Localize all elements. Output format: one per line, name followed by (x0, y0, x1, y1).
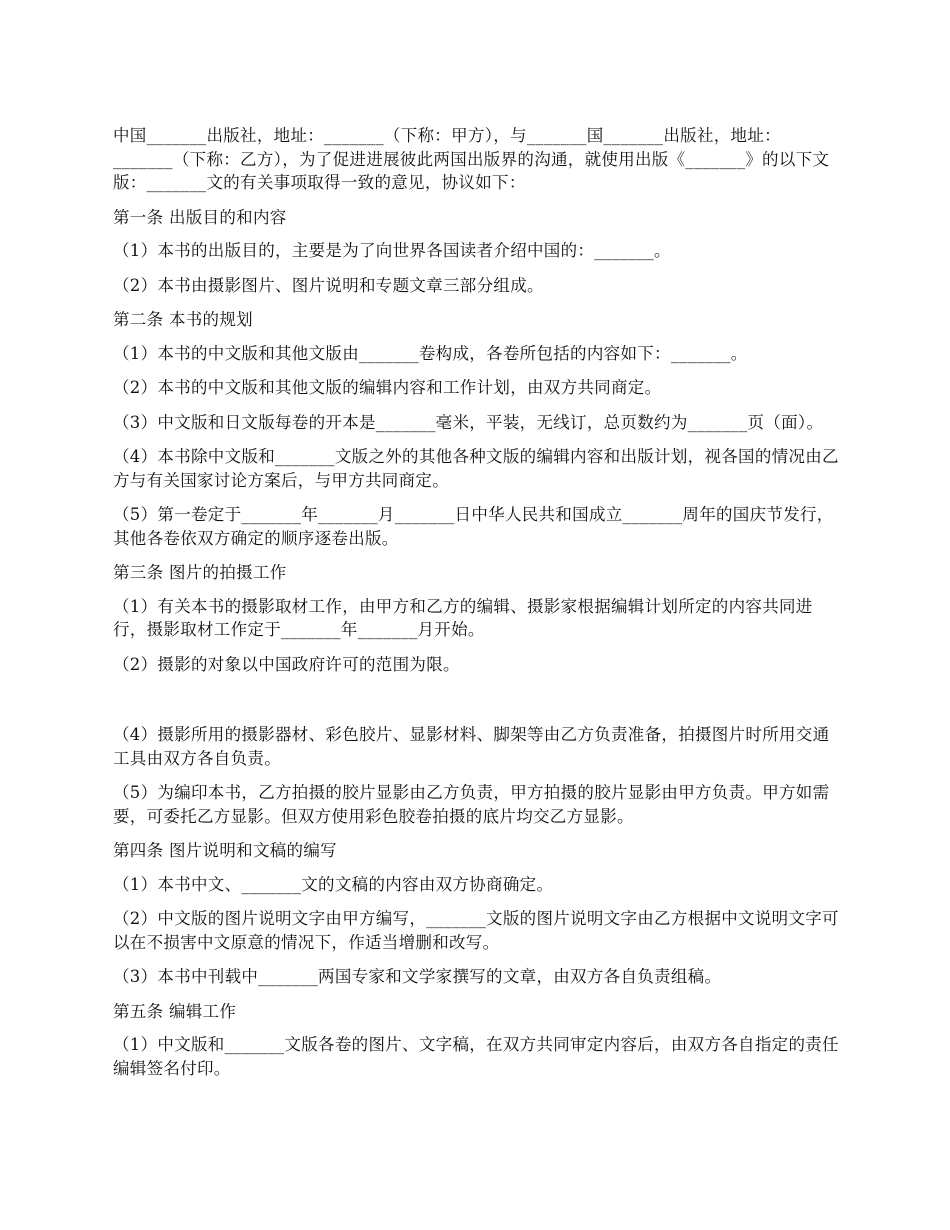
article-2-item-2: （2）本书的中文版和其他文版的编辑内容和工作计划，由双方共同商定。 (113, 378, 662, 397)
article-2-heading: 第二条 本书的规划 (113, 310, 253, 329)
article-4-heading: 第四条 图片说明和文稿的编写 (113, 841, 337, 860)
article-4-item-2: （2）中文版的图片说明文字由甲方编写，_______文版的图片说明文字由乙方根据中文说明文字可以在不损害中文原意的情况下，作适当增删和改写。 (113, 909, 839, 952)
article-2-item-5: （5）第一卷定于_______年_______月_______日中华人民共和国成立_______周年的国庆节发行，其他各卷依双方确定的顺序逐卷出版。 (113, 505, 834, 548)
article-3-item-4: （4）摄影所用的摄影器材、彩色胶片、显影材料、脚架等由乙方负责准备，拍摄图片时所用交通工具由双方各自负责。 (113, 725, 830, 768)
blank-gap (113, 687, 840, 723)
article-2-item-4: （4）本书除中文版和_______文版之外的其他各种文版的编辑内容和出版计划，视各国的情况由乙方与有关国家讨论方案后，与甲方共同商定。 (113, 447, 839, 490)
article-5-heading: 第五条 编辑工作 (113, 1001, 237, 1021)
article-4-item-1: （1）本书中文、_______文的文稿的内容由双方协商确定。 (113, 874, 554, 894)
article-5-item-1: （1）中文版和_______文版各卷的图片、文字稿，在双方共同审定内容后，由双方各自指定的责任编辑签名付印。 (113, 1035, 839, 1078)
article-2-item-1: （1）本书的中文版和其他文版由_______卷构成，各卷所包括的内容如下：_______。 (113, 343, 748, 363)
article-1-item-1: （1）本书的出版目的，主要是为了向世界各国读者介绍中国的：_______。 (113, 241, 671, 260)
article-4-item-3: （3）本书中刊载中_______两国专家和文学家撰写的文章，由双方各自负责组稿。 (113, 967, 722, 986)
article-3-item-1: （1）有关本书的摄影取材工作，由甲方和乙方的编辑、摄影家根据编辑计划所定的内容共同进行，摄影取材工作定于_______年_______月开始。 (113, 596, 813, 639)
article-3-heading: 第三条 图片的拍摄工作 (113, 563, 287, 582)
article-1-item-2: （2）本书由摄影图片、图片说明和专题文章三部分组成。 (113, 275, 544, 295)
article-3-item-5: （5）为编印本书，乙方拍摄的胶片显影由乙方负责，甲方拍摄的胶片显影由甲方负责。甲方如需要，可委托乙方显影。但双方使用彩色胶卷拍摄的底片均交乙方显影。 (113, 783, 830, 826)
article-3-item-2: （2）摄影的对象以中国政府许可的范围为限。 (113, 654, 460, 674)
article-1-heading: 第一条 出版目的和内容 (113, 207, 287, 227)
intro-paragraph: 中国_______出版社，地址：_______（下称：甲方），与_______国_______出版社，地址：_______（下称：乙方），为了促进进展彼此两国出版界的沟通，就使用出版《_______》的以下文版：_______文的有关事项取得一致的意见，协议如下： (113, 126, 830, 192)
article-2-item-3: （3）中文版和日文版每卷的开本是_______毫米，平装，无线订，总页数约为_______页（面）。 (113, 412, 824, 432)
